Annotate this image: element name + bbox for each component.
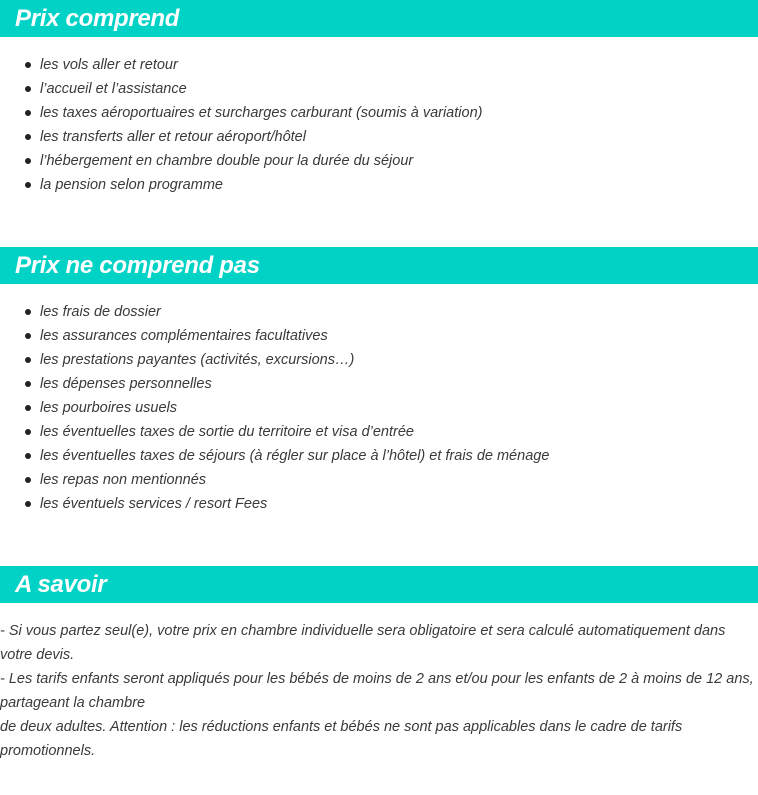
list-item: les éventuelles taxes de séjours (à régler sur place à l’hôtel) et frais de ménage xyxy=(0,444,758,468)
excluded-list xyxy=(0,300,758,516)
bullet-icon xyxy=(25,62,31,68)
savoir-header-bar xyxy=(0,566,758,603)
savoir-section xyxy=(0,566,758,763)
bullet-icon xyxy=(25,501,31,507)
bullet-icon xyxy=(25,429,31,435)
savoir-body xyxy=(0,619,758,763)
included-section xyxy=(0,0,758,197)
bullet-icon xyxy=(25,309,31,315)
excluded-section xyxy=(0,247,758,516)
bullet-icon xyxy=(25,405,31,411)
list-item: les prestations payantes (activités, excursions…) xyxy=(0,348,758,372)
list-item: les vols aller et retour xyxy=(0,53,758,77)
list-item: les dépenses personnelles xyxy=(0,372,758,396)
bullet-icon xyxy=(25,453,31,459)
excluded-header-bar xyxy=(0,247,758,284)
list-item: les éventuelles taxes de sortie du territoire et visa d’entrée xyxy=(0,420,758,444)
list-item: les repas non mentionnés xyxy=(0,468,758,492)
list-item: les assurances complémentaires facultatives xyxy=(0,324,758,348)
included-title: Prix comprend xyxy=(15,4,180,32)
savoir-title: A savoir xyxy=(15,570,107,598)
bullet-icon xyxy=(25,381,31,387)
included-header-bar xyxy=(0,0,758,37)
bullet-icon xyxy=(25,477,31,483)
list-item: les transferts aller et retour aéroport/hôtel xyxy=(0,125,758,149)
savoir-paragraph: - Les tarifs enfants seront appliqués pour les bébés de moins de 2 ans et/ou pour les enfants de 2 à moins de 12 ans, partageant la chambre xyxy=(0,671,754,711)
bullet-icon xyxy=(25,182,31,188)
list-item: les pourboires usuels xyxy=(0,396,758,420)
bullet-icon xyxy=(25,158,31,164)
included-list xyxy=(0,53,758,197)
bullet-icon xyxy=(25,333,31,339)
list-item: les frais de dossier xyxy=(0,300,758,324)
list-item: l’hébergement en chambre double pour la durée du séjour xyxy=(0,149,758,173)
excluded-title: Prix ne comprend pas xyxy=(15,251,260,279)
list-item: l’accueil et l’assistance xyxy=(0,77,758,101)
list-item: la pension selon programme xyxy=(0,173,758,197)
list-item: les éventuels services / resort Fees xyxy=(0,492,758,516)
bullet-icon xyxy=(25,134,31,140)
bullet-icon xyxy=(25,86,31,92)
savoir-paragraph: - Si vous partez seul(e), votre prix en chambre individuelle sera obligatoire et sera calculé automatiquement dans votre devis. xyxy=(0,623,726,663)
list-item: les taxes aéroportuaires et surcharges carburant (soumis à variation) xyxy=(0,101,758,125)
bullet-icon xyxy=(25,110,31,116)
bullet-icon xyxy=(25,357,31,363)
savoir-paragraph: de deux adultes. Attention : les réductions enfants et bébés ne sont pas applicables dans le cadre de tarifs promotionnels. xyxy=(0,719,683,759)
